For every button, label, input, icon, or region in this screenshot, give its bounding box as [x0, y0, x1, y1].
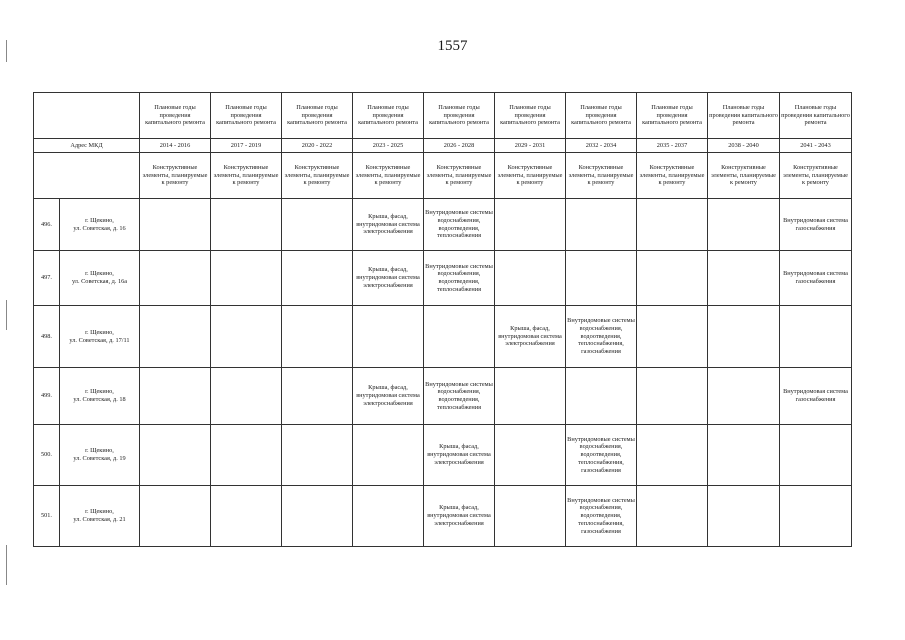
address-city: г. Щекино,	[85, 388, 114, 396]
works-cell	[708, 368, 780, 425]
works-cell	[566, 368, 637, 425]
works-cell	[637, 486, 708, 547]
header-row-works	[34, 153, 852, 199]
works-cell	[495, 251, 566, 306]
works-cell	[353, 486, 424, 547]
planned-years-header: Плановые годы проведения капитального ремонта	[282, 93, 353, 139]
table-row	[34, 486, 852, 547]
row-number: 500.	[34, 425, 60, 486]
period-header: 2038 - 2040	[708, 139, 780, 153]
table-row	[34, 251, 852, 306]
works-cell	[353, 306, 424, 368]
works-cell	[708, 306, 780, 368]
works-cell: Крыша, фасад, внутридомовая система электроснабжения	[495, 306, 566, 368]
works-cell	[495, 486, 566, 547]
address-header-top	[34, 93, 140, 139]
works-cell	[282, 425, 353, 486]
works-cell	[211, 306, 282, 368]
works-cell	[637, 306, 708, 368]
period-header: 2017 - 2019	[211, 139, 282, 153]
address-header: Адрес МКД	[34, 139, 140, 153]
table-row	[34, 425, 852, 486]
works-cell	[495, 368, 566, 425]
works-cell: Внутридомовые системы водоснабжения, водоотведения, теплоснабжения	[424, 199, 495, 251]
works-header: Конструктивные элементы, планируемые к ремонту	[282, 153, 353, 199]
works-cell	[282, 486, 353, 547]
margin-mark	[6, 40, 7, 62]
works-cell	[140, 486, 211, 547]
works-cell	[424, 306, 495, 368]
address-cell	[60, 199, 140, 251]
planned-years-header: Плановые годы проведения капитального ремонта	[780, 93, 852, 139]
works-cell	[780, 425, 852, 486]
works-cell	[637, 368, 708, 425]
works-cell	[708, 486, 780, 547]
header-row-periods	[34, 139, 852, 153]
period-header: 2041 - 2043	[780, 139, 852, 153]
works-cell	[495, 199, 566, 251]
capital-repair-table	[33, 92, 852, 547]
works-cell	[140, 199, 211, 251]
address-cell	[60, 251, 140, 306]
address-street: ул. Советская, д. 16	[73, 224, 126, 232]
works-cell: Крыша, фасад, внутридомовая система электроснабжения	[353, 199, 424, 251]
address-header-bottom	[34, 153, 140, 199]
works-cell	[708, 251, 780, 306]
works-cell: Внутридомовые системы водоснабжения, водоотведения, теплоснабжения	[424, 368, 495, 425]
address-city: г. Щекино,	[85, 270, 114, 278]
row-number: 498.	[34, 306, 60, 368]
address-street: ул. Советская, д. 18	[73, 396, 126, 403]
planned-years-header: Плановые годы проведения капитального ремонта	[140, 93, 211, 139]
works-header: Конструктивные элементы, планируемые к ремонту	[211, 153, 282, 199]
works-cell	[566, 251, 637, 306]
row-number: 501.	[34, 486, 60, 547]
works-cell: Внутридомовая система газоснабжения	[780, 251, 852, 306]
works-cell	[282, 251, 353, 306]
works-cell	[211, 425, 282, 486]
margin-mark	[6, 545, 7, 585]
row-number: 496.	[34, 199, 60, 251]
address-cell	[60, 368, 140, 425]
table-row	[34, 199, 852, 251]
works-header: Конструктивные элементы, планируемые к ремонту	[708, 153, 780, 199]
works-cell: Внутридомовая система газоснабжения	[780, 199, 852, 251]
table-row	[34, 368, 852, 425]
period-header: 2020 - 2022	[282, 139, 353, 153]
address-street: ул. Советская, д. 19	[73, 455, 126, 462]
address-city: г. Щекино,	[85, 216, 114, 224]
address-street: ул. Советская, д. 16а	[71, 278, 128, 285]
planned-years-header: Плановые годы проведения капитального ремонта	[708, 93, 780, 139]
works-cell	[780, 306, 852, 368]
address-city: г. Щекино,	[85, 328, 114, 336]
works-cell	[282, 199, 353, 251]
period-header: 2014 - 2016	[140, 139, 211, 153]
works-cell: Внутридомовые системы водоснабжения, водоотведения, теплоснабжения	[424, 251, 495, 306]
address-street: ул. Советская, д. 21	[73, 516, 126, 523]
works-header: Конструктивные элементы, планируемые к ремонту	[140, 153, 211, 199]
works-cell	[211, 368, 282, 425]
works-header: Конструктивные элементы, планируемые к ремонту	[424, 153, 495, 199]
works-cell	[140, 251, 211, 306]
address-cell	[60, 486, 140, 547]
works-cell	[495, 425, 566, 486]
works-cell	[708, 425, 780, 486]
planned-years-header: Плановые годы проведения капитального ремонта	[495, 93, 566, 139]
works-cell: Внутридомовая система газоснабжения	[780, 368, 852, 425]
margin-mark	[6, 300, 7, 330]
row-number: 497.	[34, 251, 60, 306]
works-cell: Крыша, фасад, внутридомовая система электроснабжения	[424, 486, 495, 547]
address-cell	[60, 425, 140, 486]
works-cell	[353, 425, 424, 486]
works-cell: Внутридомовые системы водоснабжения, водоотведения, теплоснабжения, газоснабжения	[566, 425, 637, 486]
works-cell	[282, 306, 353, 368]
works-cell	[211, 199, 282, 251]
address-city: г. Щекино,	[85, 447, 114, 455]
period-header: 2023 - 2025	[353, 139, 424, 153]
works-header: Конструктивные элементы, планируемые к ремонту	[353, 153, 424, 199]
works-cell	[566, 199, 637, 251]
planned-years-header: Плановые годы проведения капитального ремонта	[211, 93, 282, 139]
period-header: 2035 - 2037	[637, 139, 708, 153]
period-header: 2026 - 2028	[424, 139, 495, 153]
works-cell	[140, 425, 211, 486]
works-cell	[211, 486, 282, 547]
table-row	[34, 306, 852, 368]
period-header: 2029 - 2031	[495, 139, 566, 153]
works-header: Конструктивные элементы, планируемые к ремонту	[780, 153, 852, 199]
works-cell	[140, 306, 211, 368]
planned-years-header: Плановые годы проведения капитального ремонта	[566, 93, 637, 139]
works-cell	[637, 425, 708, 486]
planned-years-header: Плановые годы проведения капитального ремонта	[637, 93, 708, 139]
period-header: 2032 - 2034	[566, 139, 637, 153]
planned-years-header: Плановые годы проведения капитального ремонта	[424, 93, 495, 139]
works-cell: Крыша, фасад, внутридомовая система электроснабжения	[353, 368, 424, 425]
works-cell: Внутридомовые системы водоснабжения, водоотведения, теплоснабжения, газоснабжения	[566, 306, 637, 368]
row-number: 499.	[34, 368, 60, 425]
works-cell	[780, 486, 852, 547]
works-header: Конструктивные элементы, планируемые к ремонту	[495, 153, 566, 199]
planned-years-header: Плановые годы проведения капитального ремонта	[353, 93, 424, 139]
address-cell	[60, 306, 140, 368]
address-city: г. Щекино,	[85, 508, 114, 516]
works-cell	[140, 368, 211, 425]
works-cell	[637, 199, 708, 251]
works-cell	[637, 251, 708, 306]
works-cell	[708, 199, 780, 251]
header-row-planned	[34, 93, 852, 139]
page-number: 1557	[437, 38, 468, 54]
works-header: Конструктивные элементы, планируемые к ремонту	[566, 153, 637, 199]
works-cell: Внутридомовые системы водоснабжения, водоотведения, теплоснабжения, газоснабжения	[566, 486, 637, 547]
works-cell: Крыша, фасад, внутридомовая система электроснабжения	[353, 251, 424, 306]
works-header: Конструктивные элементы, планируемые к ремонту	[637, 153, 708, 199]
works-cell	[211, 251, 282, 306]
address-street: ул. Советская, д. 17/11	[69, 336, 130, 344]
works-cell: Крыша, фасад, внутридомовая система электроснабжения	[424, 425, 495, 486]
works-cell	[282, 368, 353, 425]
